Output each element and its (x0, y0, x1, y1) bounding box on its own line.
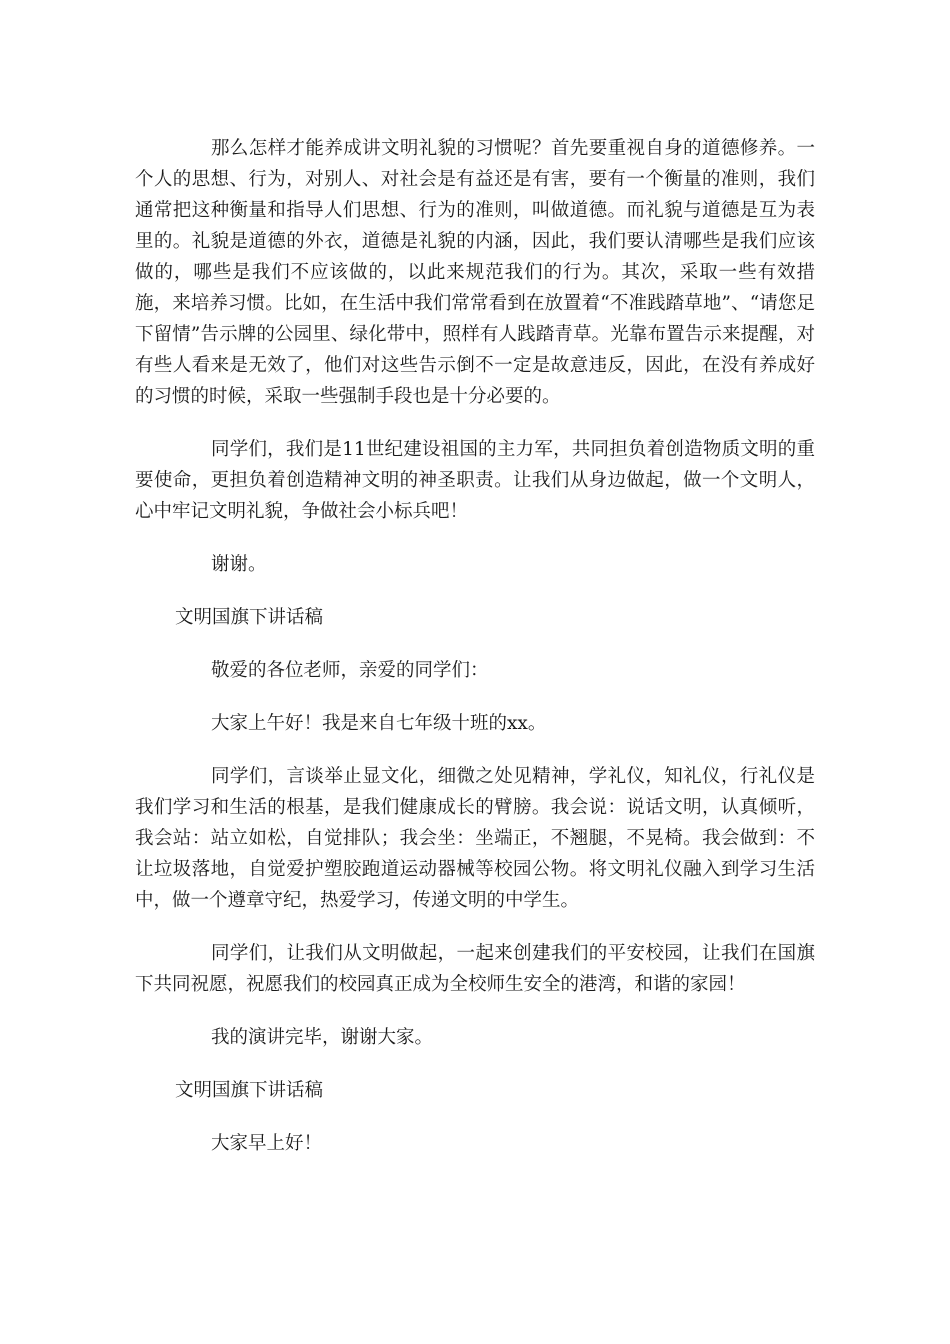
body-paragraph: 同学们，言谈举止显文化，细微之处见精神，学礼仪，知礼仪，行礼仪是我们学习和生活的根基，是我们健康成长的臂膀。我会说：说话文明，认真倾听，我会站：站立如松，自觉排队；我会坐：坐端正，不翘腿，不晃椅。我会做到：不让垃圾落地，自觉爱护塑胶跑道运动器械等校园公物。将文明礼仪融入到学习生活中，做一个遵章守纪，热爱学习，传递文明的中学生。 (135, 766, 815, 911)
greeting: 大家上午好！我是来自七年级十班的xx。 (211, 713, 547, 734)
section-heading: 文明国旗下讲话稿 (175, 1080, 324, 1101)
salutation: 敬爱的各位老师，亲爱的同学们： (211, 660, 489, 681)
document-body (135, 133, 815, 1159)
section-heading: 文明国旗下讲话稿 (175, 607, 324, 628)
closing-line: 我的演讲完毕，谢谢大家。 (211, 1027, 434, 1048)
body-paragraph: 同学们，我们是11世纪建设祖国的主力军，共同担负着创造物质文明的重要使命，更担负着创造精神文明的神圣职责。让我们从身边做起，做一个文明人，心中牢记文明礼貌，争做社会小标兵吧！ (135, 439, 815, 522)
body-paragraph: 那么怎样才能养成讲文明礼貌的习惯呢？首先要重视自身的道德修养。一个人的思想、行为，对别人、对社会是有益还是有害，要有一个衡量的准则，我们通常把这种衡量和指导人们思想、行为的准则，叫做道德。而礼貌与道德是互为表里的。礼貌是道德的外衣，道德是礼貌的内涵，因此，我们要认清哪些是我们应该做的，哪些是我们不应该做的，以此来规范我们的行为。其次，采取一些有效措施，来培养习惯。比如，在生活中我们常常看到在放置着“不准践踏草地”、“请您足下留情”告示牌的公园里、绿化带中，照样有人践踏青草。光靠布置告示来提醒，对有些人看来是无效了，他们对这些告示倒不一定是故意违反，因此，在没有养成好的习惯的时候，采取一些强制手段也是十分必要的。 (135, 138, 815, 407)
greeting: 大家早上好！ (211, 1133, 323, 1154)
body-paragraph: 同学们，让我们从文明做起，一起来创建我们的平安校园，让我们在国旗下共同祝愿，祝愿我们的校园真正成为全校师生安全的港湾，和谐的家园！ (135, 943, 815, 995)
body-paragraph: 谢谢。 (211, 554, 267, 575)
